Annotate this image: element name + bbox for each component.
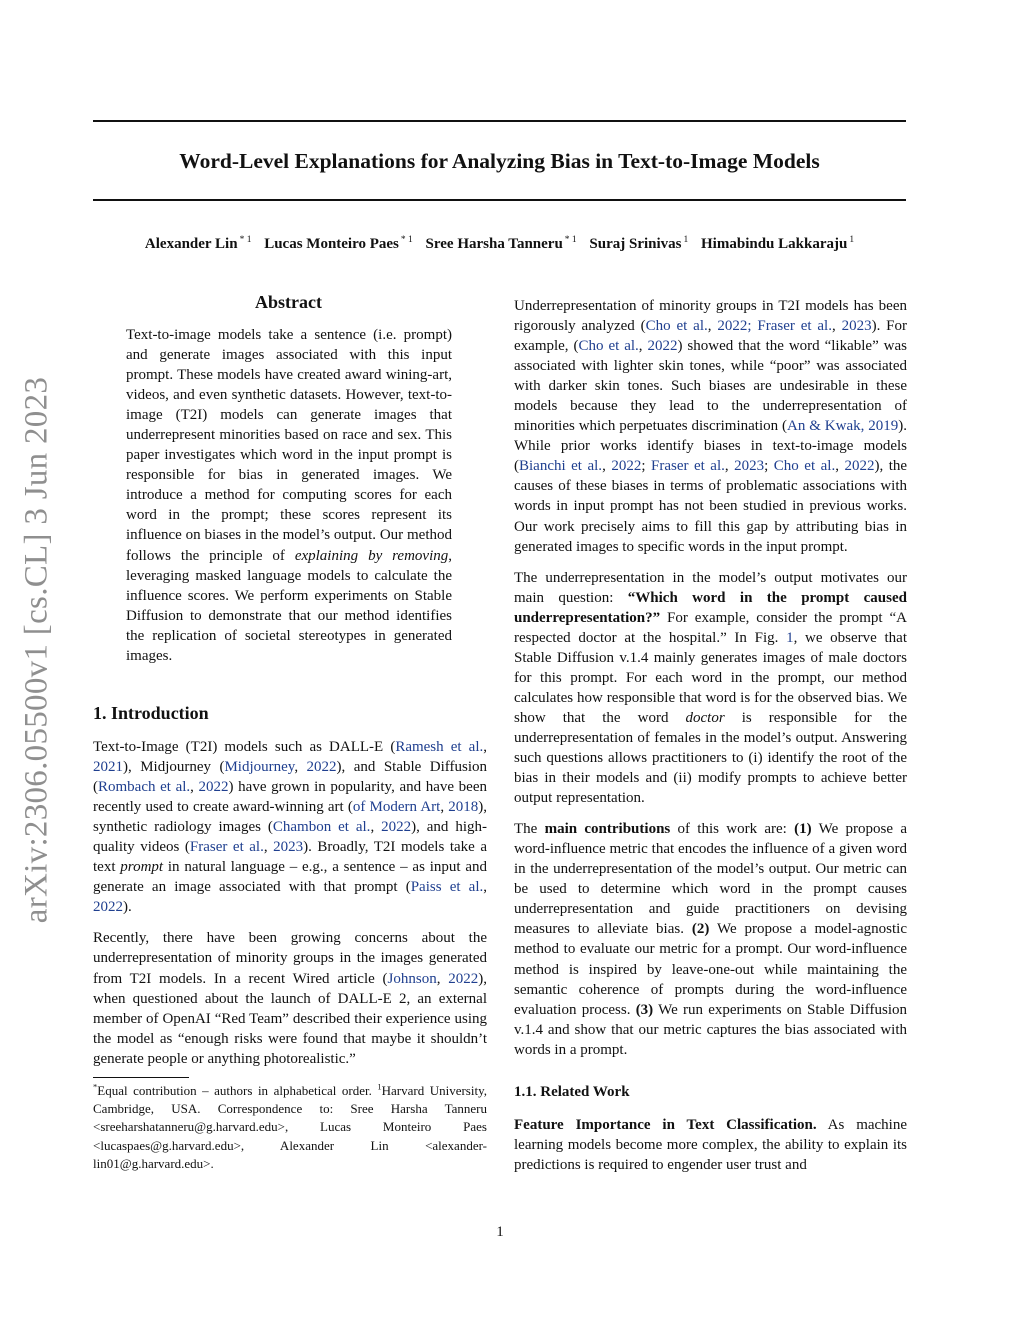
left-column [93,737,487,1080]
section-heading-introduction: 1. Introduction [93,703,209,723]
arxiv-watermark [16,370,58,930]
page-number: 1 [496,1224,504,1240]
citation-link[interactable]: Fraser et al. [189,839,264,856]
citation-link[interactable]: Bianchi et al. [519,458,603,475]
citation-link[interactable]: 2018 [448,799,479,816]
body-paragraph: The underrepresentation in the model’s output motivates our main question: “Which word in the prompt caused underrepresentation?” For example, consider the prompt “A respected doctor at the hospital.” In Fig. 1, we observe that Stable Diffusion v.1.4 mainly generates images of male doctors for this prompt. For each word in the prompt, our method calculates how responsible that word is for the observed bias. We show that the word doctor is responsible for the underrepresentation of females in the model’s output. Answering such questions allows practitioners to (i) identify the root of the bias in their models and (ii) modify prompts to achieve better output representation. [514,569,907,807]
body-paragraph: The main contributions of this work are: (1) We propose a word-influence metric that encodes the influence of a given word in the underrepresentation of the model’s output. Our metric can be used to determine which word in the prompt causes underrepresentation and guide practitioners on devising measures to alleviate bias. (2) We propose a model-agnostic method to evaluate our metric for a prompt. Our word-influence method is inspired by leave-one-out while maintaining the semantic coherence of prompts during the word-influence evaluation process. (3) We run experiments on Stable Diffusion v.1.4 and show that our metric captures the bias associated with words in a prompt. [514,821,907,1058]
citation-link[interactable]: An & Kwak, 2019 [787,418,899,435]
citation-link[interactable]: 2023 [273,839,304,856]
footnote-rule [93,1077,189,1078]
right-column [514,296,907,1186]
citation-link[interactable]: 2022 [717,318,748,335]
paper-title: Word-Level Explanations for Analyzing Bias in Text-to-Image Models [179,149,820,173]
citation-link[interactable]: 2023 [841,318,872,335]
citation-link[interactable]: Johnson [387,970,437,987]
citation-link[interactable]: 2022 [844,458,875,475]
citation-link[interactable]: Midjourney [224,759,295,776]
title-bottom-rule [93,199,906,201]
citation-link[interactable]: 2022 [647,338,678,355]
citation-link[interactable]: Rombach et al. [98,779,191,796]
citation-link[interactable]: Fraser et al. [757,318,832,335]
abstract-heading: Abstract [255,292,322,312]
figure-link[interactable]: 1 [786,629,794,646]
body-paragraph: Underrepresentation of minority groups in T2I models has been rigorously analyzed (Cho et al., 2022; Fraser et al., 2023). For example, (Cho et al., 2022) showed that the word “likable” was associated with lighter skin tones, while “poor” was associated with darker skin tones. Such biases are undesirable in these models because they lead to the underrepresentation of minorities which perpetuates discrimination (An & Kwak, 2019). While prior works identify biases in text-to-image models (Bianchi et al., 2022; Fraser et al., 2023; Cho et al., 2022), the causes of these biases in terms of problematic associations with words in input prompt has not been studied in previous works. Our work precisely aims to fill this gap by attributing bias in generated images to specific words in the input prompt. [514,298,908,555]
intro-paragraph: Text-to-Image (T2I) models such as DALL-E (Ramesh et al., 2021), Midjourney (Midjourney, 2022), and Stable Diffusion (Rombach et al., 2022) have grown in popularity, and have been recently used to create award-winning art (of Modern Art, 2018), synthetic radiology images (Chambon et al., 2022), and high-quality videos (Fraser et al., 2023). Broadly, T2I models take a text prompt in natural language – e.g., a sentence – as input and generate an image associated with that prompt (Paiss et al., 2022). [93,739,488,916]
citation-link[interactable]: 2022 [306,759,337,776]
citation-link[interactable]: Fraser et al. [650,458,725,475]
author: Sree Harsha Tanneru $^{* 1}$ [425,235,577,252]
citation-link[interactable]: 2023 [734,458,765,475]
citation-link[interactable]: 2022 [93,899,123,916]
author: Alexander Lin $^{* 1}$ [144,235,252,252]
citation-link[interactable]: Chambon et al. [272,819,371,836]
citation-link[interactable]: 2022 [198,779,229,796]
top-rule [93,120,906,122]
author: Suraj Srinivas $^1$ [589,235,689,252]
body-paragraph: Feature Importance in Text Classification. As machine learning models become more complex, the ability to explain its predictions is required to engender user trust and [514,1116,907,1173]
citation-link[interactable]: Cho et al. [645,318,708,335]
citation-link[interactable]: 2022 [381,819,412,836]
citation-link[interactable]: 2022 [611,458,642,475]
intro-paragraph: Recently, there have been growing concerns about the underrepresentation of minority groups in the images generated from T2I models. In a recent Wired article (Johnson, 2022), when questioned about the launch of DALL-E 2, an external member of OpenAI “Red Team” described their experience using the model as “enough risks were found that maybe it shouldn’t generate people or anything photorealistic.” [93,930,487,1067]
citation-link[interactable]: Paiss et al. [410,879,484,896]
subsection-heading-related-work: 1.1. Related Work [514,1083,630,1100]
citation-link[interactable]: Cho et al. [578,338,639,355]
arxiv-id: arXiv:2306.05500v1 [cs.CL] 3 Jun 2023 [18,376,55,924]
citation-link[interactable]: Ramesh et al. [395,739,484,755]
abstract-body: Text-to-image models take a sentence (i.e. prompt) and generate images associated with this input prompt. These models have created award wining-art, videos, and even synthetic datasets. However, text-to-image (T2I) models can generate images that underrepresent minorities based on race and sex. This paper investigates which word in the input prompt is responsible for bias in generated images. We introduce a method for computing scores for each word in the prompt; these scores represent its influence on biases in the model’s output. Our method follows the principle of explaining by removing, leveraging masked language models to calculate the influence scores. We perform experiments on Stable Diffusion to demonstrate that our method identifies the replication of societal stereotypes in generated images. [126,327,452,664]
citation-link[interactable]: Cho et al. [773,458,836,475]
author-list [93,236,906,253]
footnote: *Equal contribution – authors in alphabetical order. $^1$Harvard University, Cambridge, USA. Correspondence to: Sree Harsha Tanneru <sreeharshatanneru@g.harvard.edu>, Lucas Monteiro Paes <lucaspaes@g.harvard.edu>, Alexander Lin <alexander-lin01@g.harvard.edu>. [93,1081,487,1171]
citation-link[interactable]: of Modern Art [352,799,441,816]
author: Lucas Monteiro Paes $^{* 1}$ [264,235,413,252]
author: Himabindu Lakkaraju $^1$ [701,235,855,252]
citation-link[interactable]: 2022 [448,970,479,987]
citation-link[interactable]: 2021 [93,759,123,776]
